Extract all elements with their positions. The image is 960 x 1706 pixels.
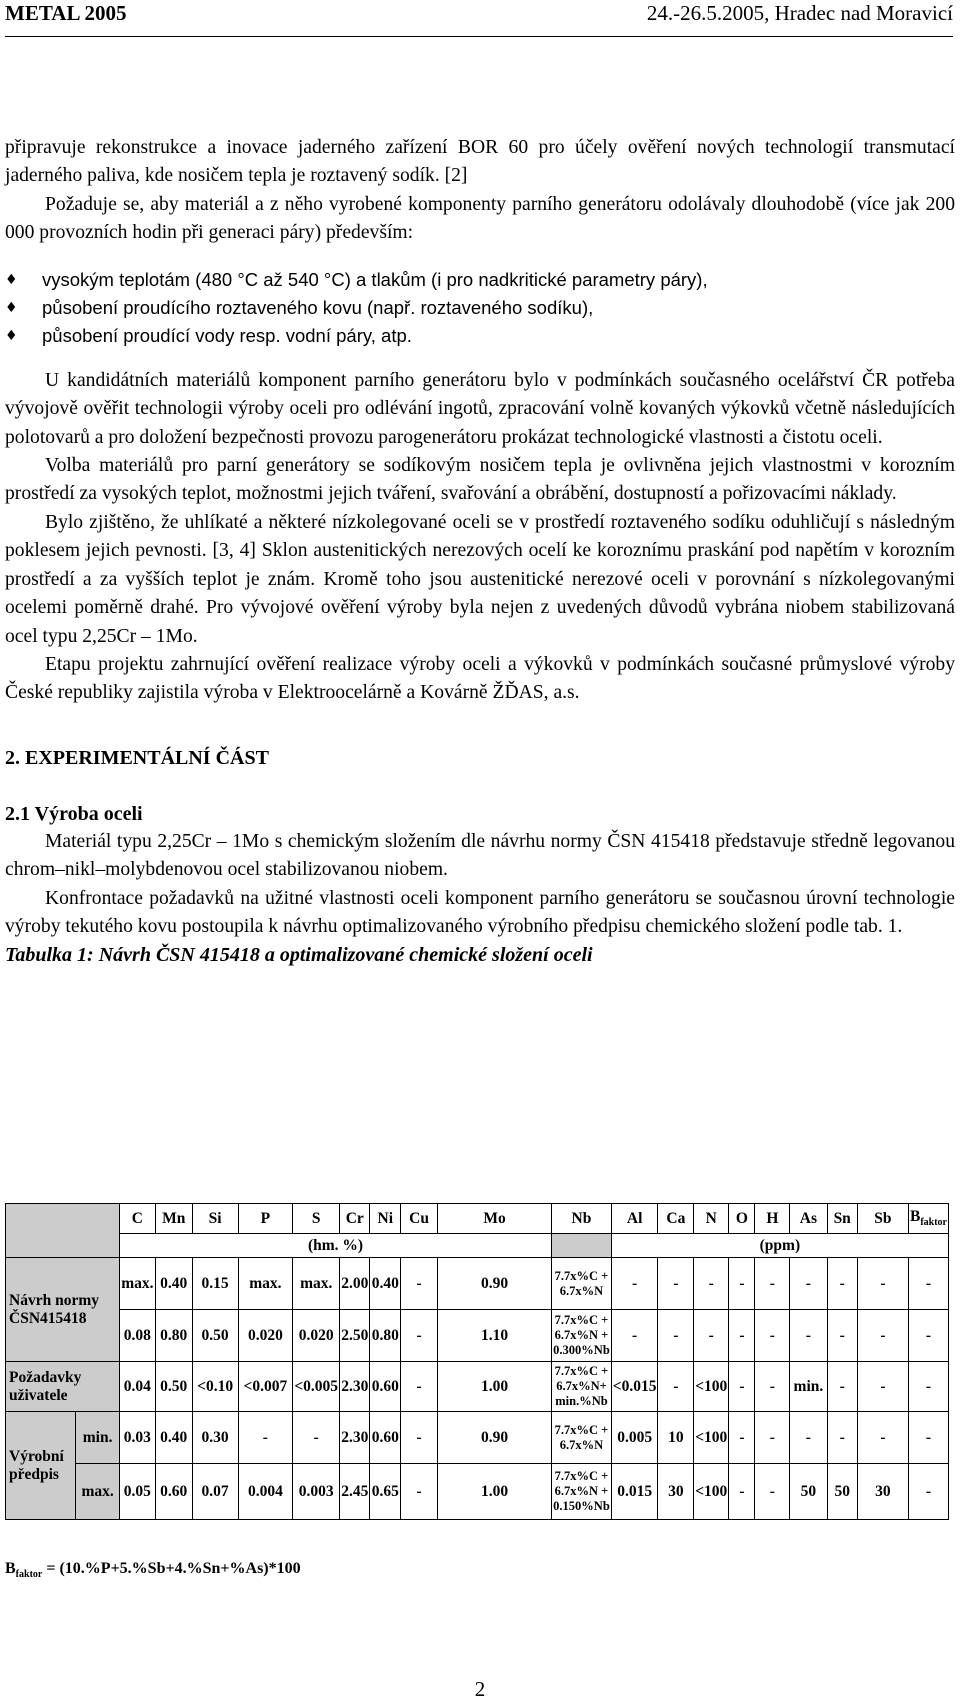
table-cell: 0.80 (155, 1310, 192, 1362)
table-cell: 0.005 (611, 1412, 658, 1464)
table-header-cell: Cu (401, 1204, 438, 1234)
list-item (5, 322, 955, 350)
row-label-norm: Návrh normy ČSN415418 (6, 1258, 120, 1362)
table-cell: 0.020 (238, 1310, 293, 1362)
table-cell: <0.015 (611, 1362, 658, 1412)
table-cell: - (238, 1412, 293, 1464)
table-cell: 30 (658, 1464, 694, 1520)
paragraph-5: Bylo zjištěno, že uhlíkaté a některé nízkolegované oceli se v prostředí roztaveného sodíku oduhličují s následným poklesem jejich pevnosti. [3, 4] Sklon austenitických nerezových ocelí ke koroznímu praskání pod napětím v korozním prostředí a za vyšších teplot je znám. Kromě toho jsou austenitické nerezové oceli v porovnání s nízkolegovanými ocelemi poměrně drahé. Pro vývojové ověření výroby byla nejen z uvedených důvodů vybrána niobem stabilizovaná ocel typu 2,25Cr – 1Mo. (5, 511, 955, 647)
table-cell: - (857, 1362, 908, 1412)
bfaktor-label: B (909, 1208, 921, 1226)
table-cell: 0.30 (192, 1412, 238, 1464)
table-cell: - (827, 1412, 857, 1464)
table-cell: - (729, 1258, 755, 1310)
table-cell: 0.003 (293, 1464, 340, 1520)
table-cell: - (401, 1362, 438, 1412)
page-header (5, 0, 953, 37)
table-cell: 1.00 (437, 1362, 551, 1412)
table-cell: <100 (694, 1464, 729, 1520)
table-cell: - (729, 1310, 755, 1362)
table-cell: <100 (694, 1362, 729, 1412)
table-row (6, 1204, 949, 1234)
paragraph-8: Konfrontace požadavků na užitné vlastnosti oceli komponent parního generátoru se současnou úrovní technologie výroby tekutého kovu postoupila k návrhu optimalizovaného výrobního předpisu chemického složení podle tab. 1. (5, 887, 955, 937)
table-header-cell: Mn (155, 1204, 192, 1234)
table-cell: 0.60 (370, 1412, 401, 1464)
table-cell: 0.15 (192, 1258, 238, 1310)
table-cell: max. (238, 1258, 293, 1310)
table-cell: 0.07 (192, 1464, 238, 1520)
table-header-cell-bfaktor (908, 1204, 948, 1234)
page-number: 2 (474, 1677, 486, 1701)
table-cell: - (755, 1362, 790, 1412)
table-row (6, 1234, 949, 1258)
subsection-heading: 2.1 Výroba oceli (5, 802, 143, 825)
chemistry-table-wrap (5, 1203, 949, 1520)
table-cell: - (908, 1362, 948, 1412)
table-cell: 0.05 (119, 1464, 155, 1520)
table-cell: 7.7x%C + 6.7x%N (552, 1412, 612, 1464)
table-cell: - (694, 1258, 729, 1310)
table-cell: 2.00 (340, 1258, 370, 1310)
table-cell: 0.015 (611, 1464, 658, 1520)
table-cell: - (401, 1412, 438, 1464)
row-label-plan: Výrobní předpis (6, 1412, 76, 1520)
table-cell: 0.40 (155, 1258, 192, 1310)
table-cell: 0.40 (155, 1412, 192, 1464)
list-item (5, 294, 955, 322)
conference-name: METAL 2005 (5, 1, 127, 25)
table-cell: 0.03 (119, 1412, 155, 1464)
unit-ppm-cell: (ppm) (611, 1234, 948, 1258)
table-cell: - (694, 1310, 729, 1362)
table-cell: 0.60 (370, 1362, 401, 1412)
table-cell: 2.45 (340, 1464, 370, 1520)
paragraph-4: Volba materiálů pro parní generátory se sodíkovým nosičem tepla je ovlivněna jejich vlastnostmi v korozním prostředí za vysokých teplot, možnostmi jejich tváření, svařování a obrábění, dostupností a pořizovacími náklady. (5, 455, 955, 505)
table-cell: 7.7x%C + 6.7x%N (552, 1258, 612, 1310)
table-grey-cell (552, 1234, 612, 1258)
table-cell: 30 (857, 1464, 908, 1520)
table-row (6, 1258, 949, 1310)
table-cell: 0.08 (119, 1310, 155, 1362)
table-cell: - (857, 1412, 908, 1464)
chemistry-table (5, 1203, 949, 1520)
table-cell: 50 (827, 1464, 857, 1520)
table-cell: - (827, 1362, 857, 1412)
table-cell: 0.60 (155, 1464, 192, 1520)
unit-mass-cell: (hm. %) (119, 1234, 551, 1258)
table-cell: - (293, 1412, 340, 1464)
table-cell: 0.65 (370, 1464, 401, 1520)
table-header-cell: Mo (437, 1204, 551, 1234)
table-cell: 7.7x%C + 6.7x%N + 0.300%Nb (552, 1310, 612, 1362)
table-cell: 7.7x%C + 6.7x%N+ min.%Nb (552, 1362, 612, 1412)
table-cell: 0.90 (437, 1412, 551, 1464)
table-cell: 7.7x%C + 6.7x%N + 0.150%Nb (552, 1464, 612, 1520)
bfaktor-formula-sub: faktor (15, 1569, 43, 1581)
table-header-cell: Si (192, 1204, 238, 1234)
table-cell: 2.30 (340, 1362, 370, 1412)
table-cell: 2.30 (340, 1412, 370, 1464)
body-text (5, 134, 955, 969)
table-cell: 0.80 (370, 1310, 401, 1362)
table-header-cell: P (238, 1204, 293, 1234)
table-cell: - (658, 1258, 694, 1310)
table-cell: max. (293, 1258, 340, 1310)
table-cell: 2.50 (340, 1310, 370, 1362)
table-header-cell: Ca (658, 1204, 694, 1234)
table-cell: - (908, 1464, 948, 1520)
table-cell: - (827, 1258, 857, 1310)
table-cell: 0.90 (437, 1258, 551, 1310)
list-item-text: působení proudící vody resp. vodní páry, atp. (42, 325, 412, 347)
table-cell: - (857, 1258, 908, 1310)
table-cell: <0.005 (293, 1362, 340, 1412)
table-header-cell: Al (611, 1204, 658, 1234)
bfaktor-formula-rest: = (10.%P+5.%Sb+4.%Sn+%As)*100 (42, 1560, 301, 1577)
table-row (6, 1464, 949, 1520)
conference-date-place: 24.-26.5.2005, Hradec nad Moravicí (646, 1, 953, 25)
list-item (5, 266, 955, 294)
table-cell: - (729, 1412, 755, 1464)
diamond-bullet-icon: ♦ (5, 328, 18, 345)
table-header-cell: C (119, 1204, 155, 1234)
table-cell: - (755, 1258, 790, 1310)
table-cell: 0.40 (370, 1258, 401, 1310)
diamond-bullet-icon: ♦ (5, 271, 18, 288)
table-header-cell: Sb (857, 1204, 908, 1234)
table-cell: <100 (694, 1412, 729, 1464)
table-cell: - (401, 1310, 438, 1362)
table-cell: 1.00 (437, 1464, 551, 1520)
table-cell: - (611, 1310, 658, 1362)
table-header-cell: S (293, 1204, 340, 1234)
paragraph-3: U kandidátních materiálů komponent parního generátoru bylo v podmínkách současného ocelářství ČR potřeba vývojově ověřit technologii výroby oceli pro odlévání ingotů, zpracování volně kovaných výkovků včetně následujících polotovarů a pro doložení bezpečnosti provozu parogenerátoru prokázat technologické vlastnosti a čistotu oceli. (5, 369, 955, 448)
table-cell: 0.020 (293, 1310, 340, 1362)
row-sublabel-max: max. (76, 1464, 120, 1520)
table-cell: - (611, 1258, 658, 1310)
bfaktor-formula (5, 1560, 301, 1580)
table-cell: max. (119, 1258, 155, 1310)
table-header-cell: Nb (552, 1204, 612, 1234)
table-cell: - (790, 1412, 827, 1464)
table-cell: - (729, 1362, 755, 1412)
table-cell: - (908, 1258, 948, 1310)
table-cell: - (857, 1310, 908, 1362)
table-header-cell: N (694, 1204, 729, 1234)
section-heading: 2. EXPERIMENTÁLNÍ ČÁST (5, 746, 269, 769)
requirements-list (5, 266, 955, 351)
table-cell: <0.10 (192, 1362, 238, 1412)
table-cell: - (401, 1464, 438, 1520)
paragraph-7: Materiál typu 2,25Cr – 1Mo s chemickým složením dle návrhu normy ČSN 415418 představuje středně legovanou chrom–nikl–molybdenovou ocel stabilizovanou niobem. (5, 830, 955, 881)
diamond-bullet-icon: ♦ (5, 300, 18, 317)
table-row (6, 1362, 949, 1412)
table-cell: <0.007 (238, 1362, 293, 1412)
table-cell: - (827, 1310, 857, 1362)
table-cell: - (658, 1310, 694, 1362)
table-header-cell: As (790, 1204, 827, 1234)
table-cell: - (790, 1310, 827, 1362)
table-header-cell: Ni (370, 1204, 401, 1234)
table-cell: 50 (790, 1464, 827, 1520)
table-cell: - (755, 1464, 790, 1520)
row-sublabel-min: min. (76, 1412, 120, 1464)
table-caption: Tabulka 1: Návrh ČSN 415418 a optimalizované chemické složení oceli (5, 944, 593, 967)
table-cell: 0.004 (238, 1464, 293, 1520)
row-label-user: Požadavky uživatele (6, 1362, 120, 1412)
bfaktor-formula-b: B (5, 1560, 16, 1577)
table-header-cell: H (755, 1204, 790, 1234)
table-cell: - (755, 1412, 790, 1464)
table-cell: 0.50 (192, 1310, 238, 1362)
table-header-cell: O (729, 1204, 755, 1234)
table-cell: - (401, 1258, 438, 1310)
table-row (6, 1310, 949, 1362)
table-cell: - (729, 1464, 755, 1520)
table-cell: - (790, 1258, 827, 1310)
table-cell: - (908, 1310, 948, 1362)
table-header-cell: Sn (827, 1204, 857, 1234)
table-cell: - (658, 1362, 694, 1412)
paragraph-2: Požaduje se, aby materiál a z něho vyrobené komponenty parního generátoru odolávaly dlouhodobě (více jak 200 000 provozních hodin při generaci páry) především: (5, 193, 955, 244)
table-cell: 1.10 (437, 1310, 551, 1362)
list-item-text: vysokým teplotám (480 °C až 540 °C) a tlakům (i pro nadkritické parametry páry), (42, 268, 708, 290)
table-cell: - (908, 1412, 948, 1464)
table-cell: min. (790, 1362, 827, 1412)
table-corner (6, 1204, 120, 1258)
table-cell: 10 (658, 1412, 694, 1464)
paragraph-1: připravuje rekonstrukce a inovace jaderného zařízení BOR 60 pro účely ověření nových technologií transmutací jaderného paliva, kde nosičem tepla je roztavený sodík. [2] (5, 137, 955, 187)
table-cell: - (755, 1310, 790, 1362)
list-item-text: působení proudícího roztaveného kovu (např. roztaveného sodíku), (42, 297, 594, 319)
paragraph-6: Etapu projektu zahrnující ověření realizace výroby oceli a výkovků v podmínkách současné průmyslové výroby České republiky zajistila výroba v Elektroocelárně a Kovárně ŽĎAS, a.s. (5, 653, 955, 704)
table-header-cell: Cr (340, 1204, 370, 1234)
table-cell: 0.50 (155, 1362, 192, 1412)
table-row (6, 1412, 949, 1464)
bfaktor-subscript: faktor (920, 1217, 947, 1229)
table-cell: 0.04 (119, 1362, 155, 1412)
